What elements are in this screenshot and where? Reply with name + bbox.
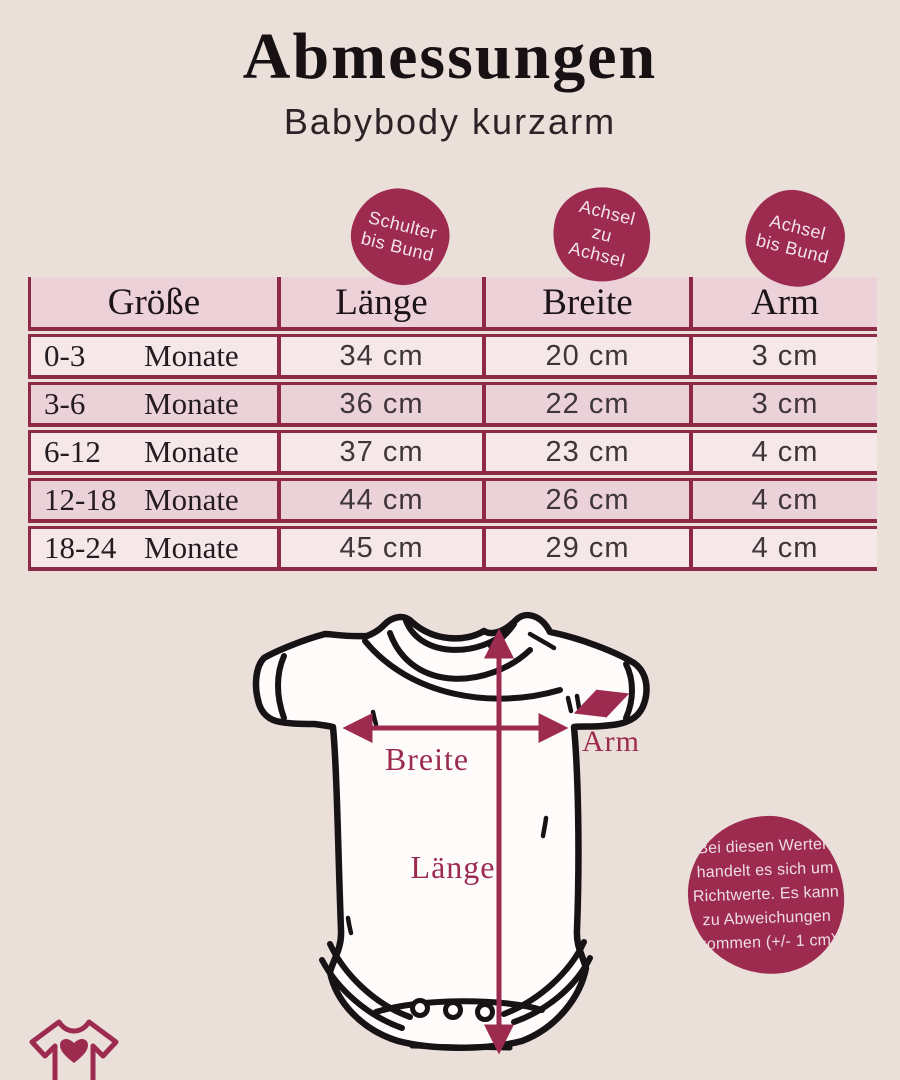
- table-row: [28, 526, 877, 571]
- page-title: Abmessungen: [242, 20, 658, 93]
- size-unit: Monate: [144, 482, 239, 517]
- tshirt-heart-logo: [28, 1016, 120, 1080]
- size-table: [28, 277, 877, 571]
- column-header-groesse: Größe: [31, 277, 281, 327]
- breite-value: 20 cm: [486, 337, 693, 375]
- arm-value: 4 cm: [751, 435, 819, 468]
- arm-value: 3 cm: [751, 387, 819, 420]
- size-unit: Monate: [144, 338, 239, 373]
- size-cell: [31, 481, 281, 519]
- snap-buttons: [413, 1001, 493, 1020]
- stamp-badge-schulter-bis-bund: Schulter bis Bund: [341, 179, 459, 295]
- laenge-value: 34 cm: [281, 337, 486, 375]
- table-row: [28, 382, 877, 427]
- arm-value: 3 cm: [751, 339, 819, 372]
- column-header-breite: Breite: [486, 277, 693, 327]
- breite-value: 26 cm: [486, 481, 693, 519]
- stamp-badge-achsel-zu-achsel: Achsel zu Achsel: [543, 177, 661, 293]
- breite-label: Breite: [384, 741, 470, 777]
- size-cell: [31, 385, 281, 423]
- breite-value: 22 cm: [486, 385, 693, 423]
- table-row: [28, 430, 877, 475]
- size-unit: Monate: [144, 434, 239, 469]
- size-range: 12-18: [44, 482, 117, 517]
- laenge-value: 45 cm: [281, 529, 486, 567]
- size-cell: [31, 433, 281, 471]
- size-unit: Monate: [144, 530, 239, 565]
- size-unit: Monate: [144, 386, 239, 421]
- arm-value: 4 cm: [751, 483, 819, 516]
- laenge-value: 37 cm: [281, 433, 486, 471]
- size-range: 18-24: [44, 530, 117, 565]
- tolerance-note-badge: Bei diesen Werten handelt es sich um Richtwerte. Es kann zu Abweichungen kommen (+/- 1 cm): [685, 813, 846, 976]
- size-range: 3-6: [44, 386, 86, 421]
- size-cell: [31, 337, 281, 375]
- column-header-laenge: Länge: [281, 277, 486, 327]
- table-row: [28, 478, 877, 523]
- column-header-arm: Arm: [751, 281, 819, 323]
- table-header-row: [28, 277, 877, 331]
- page-subtitle: Babybody kurzarm: [283, 101, 617, 142]
- breite-value: 23 cm: [486, 433, 693, 471]
- bodysuit-drawing: [240, 600, 680, 1070]
- laenge-value: 44 cm: [281, 481, 486, 519]
- size-range: 0-3: [44, 338, 86, 373]
- arm-value: 4 cm: [751, 531, 819, 564]
- laenge-value: 36 cm: [281, 385, 486, 423]
- table-row: [28, 334, 877, 379]
- breite-value: 29 cm: [486, 529, 693, 567]
- size-range: 6-12: [44, 434, 101, 469]
- size-cell: [31, 529, 281, 567]
- stamp-badge-achsel-bis-bund: Achsel bis Bund: [736, 181, 854, 297]
- laenge-label: Länge: [410, 849, 496, 885]
- arm-label: Arm: [582, 725, 640, 758]
- heart-icon: [60, 1039, 88, 1063]
